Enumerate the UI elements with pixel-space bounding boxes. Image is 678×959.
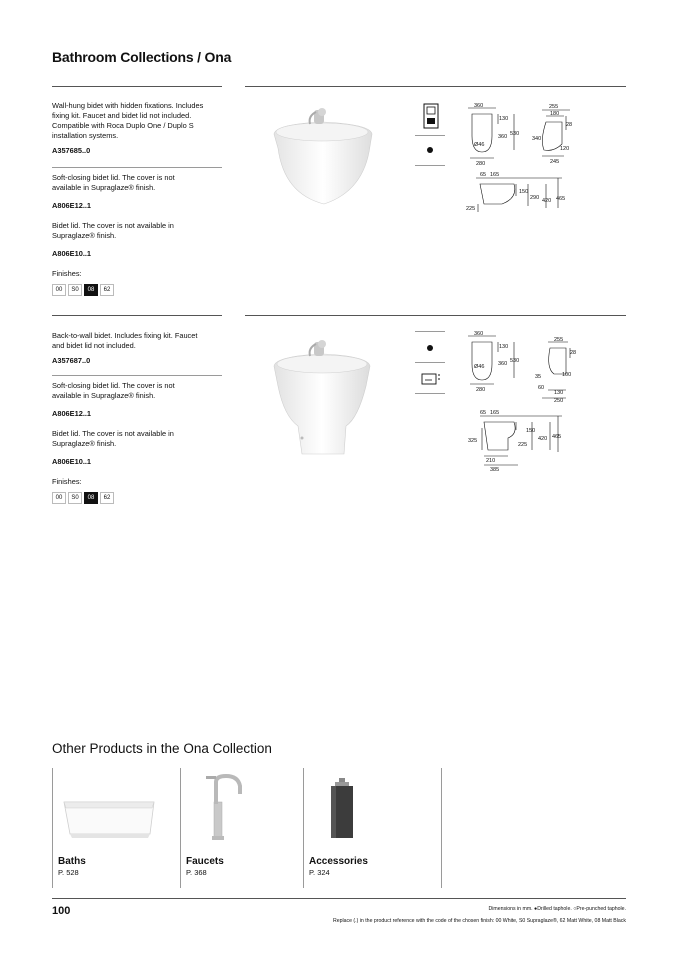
dim-label: 130	[554, 390, 564, 396]
description-line: Back-to-wall bidet. Includes fixing kit. Faucet	[52, 331, 198, 340]
installation-frame-icon	[421, 102, 443, 130]
divider	[52, 768, 53, 888]
divider	[52, 167, 222, 168]
dim-label: 340	[532, 136, 542, 142]
soft-close-lid-icon	[420, 370, 444, 386]
dim-label: 360	[474, 103, 484, 109]
option-code: A806E12..1	[52, 409, 92, 418]
option-code: A806E12..1	[52, 201, 92, 210]
dim-label: 420	[538, 436, 548, 442]
dim-label: 385	[490, 467, 500, 473]
footer-note-text: Drilled taphole.	[537, 906, 572, 912]
divider	[245, 315, 626, 316]
dim-label: 225	[466, 206, 476, 212]
divider	[415, 331, 445, 332]
footer-note-dimensions	[488, 906, 626, 912]
option-text: Soft-closing bidet lid. The cover is not	[52, 173, 175, 182]
description-line: installation systems.	[52, 131, 119, 140]
divider	[52, 375, 222, 376]
dimension-labels	[468, 331, 576, 473]
dim-label: 255	[549, 104, 559, 110]
finish-chip-selected[interactable]: 08	[84, 492, 98, 504]
dim-label: 280	[476, 161, 486, 167]
product-code: A357685..0	[52, 146, 91, 155]
dim-label: 120	[560, 146, 570, 152]
divider	[52, 315, 222, 316]
dim-label: 360	[498, 361, 508, 367]
divider	[415, 135, 445, 136]
card-title: Baths	[58, 856, 86, 867]
footer-divider	[52, 898, 626, 899]
option-2	[52, 429, 224, 466]
finishes-label: Finishes:	[52, 269, 82, 278]
product-1-info	[52, 101, 224, 155]
dim-label: 280	[476, 387, 486, 393]
dim-label: 165	[490, 172, 500, 178]
card-page: P. 528	[58, 868, 79, 877]
finish-swatches	[52, 284, 114, 296]
footer-note-text: Dimensions in mm.	[488, 906, 533, 912]
dim-label: 250	[554, 398, 564, 404]
description-line: Wall-hung bidet with hidden fixations. Includes	[52, 101, 204, 110]
drilled-taphole-icon	[427, 147, 433, 153]
page-number: 100	[52, 905, 71, 917]
card-page: P. 368	[186, 868, 207, 877]
dim-label: 60	[538, 385, 545, 391]
dim-label: 225	[518, 442, 528, 448]
dim-label: 255	[554, 337, 564, 343]
dim-label: 65	[480, 172, 487, 178]
dim-label: Ø46	[474, 142, 485, 148]
divider	[52, 86, 222, 87]
option-code: A806E10..1	[52, 457, 92, 466]
finish-chip-selected[interactable]: 08	[84, 284, 98, 296]
divider	[415, 393, 445, 394]
dim-label: 420	[542, 198, 552, 204]
card-title: Accessories	[309, 856, 368, 867]
option-text: Supraglaze® finish.	[52, 231, 117, 240]
product-2-info	[52, 331, 224, 365]
footer-note-text: Pre-punched taphole.	[576, 906, 626, 912]
dimension-labels	[466, 103, 572, 212]
dim-label: 530	[510, 358, 520, 364]
dim-label: 465	[556, 196, 566, 202]
divider	[415, 362, 445, 363]
product-code: A357687..0	[52, 356, 91, 365]
finishes-label: Finishes:	[52, 477, 82, 486]
product-description	[52, 101, 224, 141]
divider	[245, 86, 626, 87]
finish-swatches	[52, 492, 114, 504]
option-2	[52, 221, 224, 258]
divider	[441, 768, 442, 888]
footer-note-finish-codes: Replace (.) in the product reference with the code of the chosen finish: 00 White, S0 Supraglaze®, 62 Matt White, 08 Matt Black	[332, 918, 626, 924]
finish-chip[interactable]: S0	[68, 284, 82, 296]
option-text: available in Supraglaze® finish.	[52, 391, 156, 400]
dim-label: 530	[510, 131, 520, 137]
dim-label: 245	[550, 159, 560, 165]
dim-label: 180	[550, 111, 560, 117]
description-line: Compatible with Roca Duplo One / Duplo S	[52, 121, 194, 130]
dim-label: 290	[530, 195, 540, 201]
option-text: Supraglaze® finish.	[52, 439, 117, 448]
card-page: P. 324	[309, 868, 330, 877]
wall-hung-bidet-image	[262, 96, 387, 211]
option-text: available in Supraglaze® finish.	[52, 183, 156, 192]
dim-label: 325	[468, 438, 478, 444]
divider	[415, 165, 445, 166]
dim-label: 150	[526, 428, 536, 434]
dim-label: 130	[499, 344, 509, 350]
dim-label: 165	[490, 410, 500, 416]
soap-dispenser-image	[323, 772, 363, 844]
technical-drawing-back-to-wall	[462, 328, 577, 473]
technical-drawing-wall-hung	[462, 100, 572, 220]
option-code: A806E10..1	[52, 249, 92, 258]
description-line: fixing kit. Faucet and bidet lid not included.	[52, 111, 192, 120]
icon-column	[415, 102, 445, 135]
finish-chip[interactable]: S0	[68, 492, 82, 504]
prepunched-taphole-icon: ○	[573, 906, 577, 912]
finish-chip[interactable]: 62	[100, 492, 114, 504]
description-line: and bidet lid not included.	[52, 341, 136, 350]
dim-label: 65	[480, 410, 487, 416]
option-1	[52, 173, 224, 210]
baths-card[interactable]	[58, 772, 176, 884]
faucets-card[interactable]	[186, 772, 298, 884]
divider	[180, 768, 181, 888]
finish-chip[interactable]: 62	[100, 284, 114, 296]
drilled-taphole-icon: ●	[534, 906, 538, 912]
dim-label: 28	[566, 122, 573, 128]
dim-label: 360	[474, 331, 484, 337]
dim-label: Ø46	[474, 364, 485, 370]
other-products-title: Other Products in the Ona Collection	[52, 741, 272, 756]
dim-label: 100	[562, 372, 572, 378]
card-title: Faucets	[186, 856, 224, 867]
drilled-taphole-icon	[427, 345, 433, 351]
back-to-wall-bidet-image	[262, 326, 382, 461]
dim-label: 35	[535, 374, 542, 380]
option-text: Soft-closing bidet lid. The cover is not	[52, 381, 175, 390]
dim-label: 150	[519, 189, 529, 195]
faucet-image	[196, 772, 256, 844]
accessories-card[interactable]	[309, 772, 437, 884]
bathtub-image	[60, 782, 160, 852]
dim-label: 210	[486, 458, 496, 464]
dim-label: 28	[570, 350, 577, 356]
divider	[303, 768, 304, 888]
finish-chip[interactable]: 00	[52, 284, 66, 296]
dim-label: 130	[499, 116, 509, 122]
dim-label: 465	[552, 434, 562, 440]
option-text: Bidet lid. The cover is not available in	[52, 429, 174, 438]
option-text: Bidet lid. The cover is not available in	[52, 221, 174, 230]
page-title: Bathroom Collections / Ona	[52, 49, 232, 65]
finish-chip[interactable]: 00	[52, 492, 66, 504]
option-1	[52, 381, 224, 418]
dim-label: 360	[498, 134, 508, 140]
